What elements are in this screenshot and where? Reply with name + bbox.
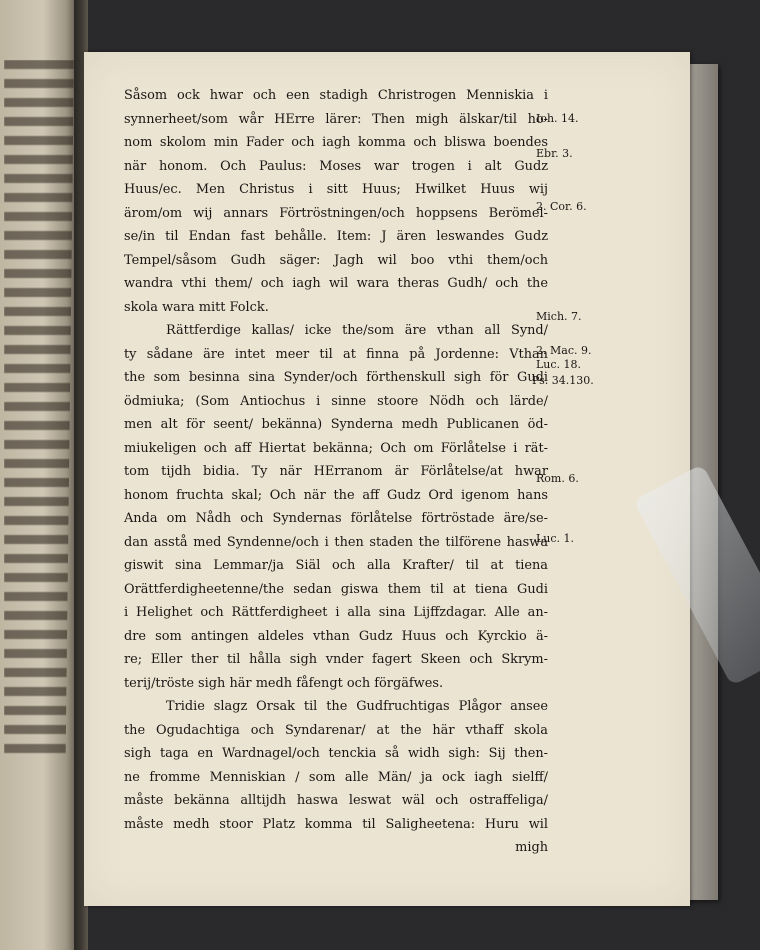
catchword: migh: [515, 840, 548, 855]
text-line: the Ogudachtiga och Syndarenar/ at the här vthaff skola: [124, 722, 548, 738]
text-line: synnerheet/som wår HErre lärer: Then migh älskar/til ho-: [124, 111, 548, 127]
text-line: ärom/om wij annars Förtröstningen/och hoppsens Berömel-: [124, 205, 548, 221]
marginal-note: Luc. 18.: [536, 358, 582, 371]
marginal-note: Ioh. 14.: [536, 112, 579, 125]
text-line: re; Eller ther til hålla sigh vnder fagert Skeen och Skrym-: [124, 652, 548, 667]
text-line: Tempel/såsom Gudh säger: Jagh wil boo vthi them/och: [124, 252, 548, 268]
text-line: ne fromme Menniskian / som alle Män/ ja ock iagh sielff/: [124, 769, 548, 785]
text-line: wandra vthi them/ och iagh wil wara theras Gudh/ och the: [124, 276, 548, 291]
text-line: när honom. Och Paulus: Moses war trogen i alt Gudz: [124, 158, 548, 174]
marginal-note: Mich. 7.: [536, 310, 582, 323]
text-line: tom tijdh bidia. Ty när HErranom är Förlåtelse/at hwar: [124, 464, 548, 479]
facing-page-edge: [0, 0, 78, 950]
paragraph-start-line: Tridie slagz Orsak til the Gudfruchtigas Plågor ansee: [166, 699, 548, 714]
text-line: dre som antingen aldeles vthan Gudz Huus och Kyrckio ä-: [124, 628, 548, 644]
text-line: terij/tröste sigh här medh fåfengt och förgäfwes.: [124, 675, 444, 691]
text-line: men alt för seent/ bekänna) Synderna medh Publicanen öd-: [124, 417, 548, 432]
text-line: miukeligen och aff Hiertat bekänna; Och om Förlåtelse i rät-: [124, 440, 548, 456]
text-line: skola wara mitt Folck.: [124, 299, 269, 315]
text-line: ödmiuka; (Som Antiochus i sinne stoore Nödh och lärde/: [124, 393, 548, 409]
text-line: the som besinna sina Synder/och förthenskull sigh för Gudi: [124, 370, 548, 385]
text-line: nom skolom min Fader och iagh komma och bliswa boendes: [124, 135, 548, 150]
text-line: honom fruchta skal; Och när the aff Gudz Ord igenom hans: [124, 487, 548, 503]
text-line: Anda om Nådh och Syndernas förlåtelse förtröstade äre/se-: [124, 511, 548, 526]
text-line: i Helighet och Rättferdigheet i alla sina Lijffzdagar. Alle an-: [124, 605, 548, 620]
marginal-note: Rom. 6.: [536, 472, 579, 485]
text-line: Orättferdigheetenne/the sedan giswa them til at tiena Gudi: [124, 581, 548, 597]
body-text: [124, 84, 548, 860]
text-line: dan asstå med Syndenne/och i then staden the tilförene haswa: [124, 534, 548, 550]
text-line: måste bekänna alltijdh haswa leswat wäl och ostraffeliga/: [124, 793, 548, 808]
text-line: giswit sina Lemmar/ja Siäl och alla Krafter/ til at tiena: [124, 558, 548, 573]
text-line: Huus/ec. Men Christus i sitt Huus; Hwilket Huus wij: [124, 182, 548, 197]
text-line: ty sådane äre intet meer til at finna på Jordenne: Vthan: [124, 346, 548, 362]
facing-page-text-bleed: [4, 60, 74, 760]
book-page: [84, 52, 690, 906]
text-line: måste medh stoor Platz komma til Saligheetena: Huru wil: [124, 816, 548, 832]
marginal-note: 2. Mac. 9.: [536, 344, 592, 357]
text-line: sigh taga en Wardnagel/och tenckia så widh sigh: Sij then-: [124, 746, 548, 761]
marginal-note: Ebr. 3.: [536, 147, 573, 160]
paragraph-start-line: Rättferdige kallas/ icke the/som äre vthan all Synd/: [166, 323, 548, 338]
marginal-note: 2. Cor. 6.: [536, 200, 587, 213]
text-line: Såsom ock hwar och een stadigh Christrogen Menniskia i: [124, 88, 548, 103]
marginal-note: Luc. 1.: [536, 532, 575, 545]
text-line: se/in til Endan fast behålle. Item: J ären leswandes Gudz: [124, 229, 548, 244]
marginal-note: Ps. 34.130.: [532, 374, 594, 387]
